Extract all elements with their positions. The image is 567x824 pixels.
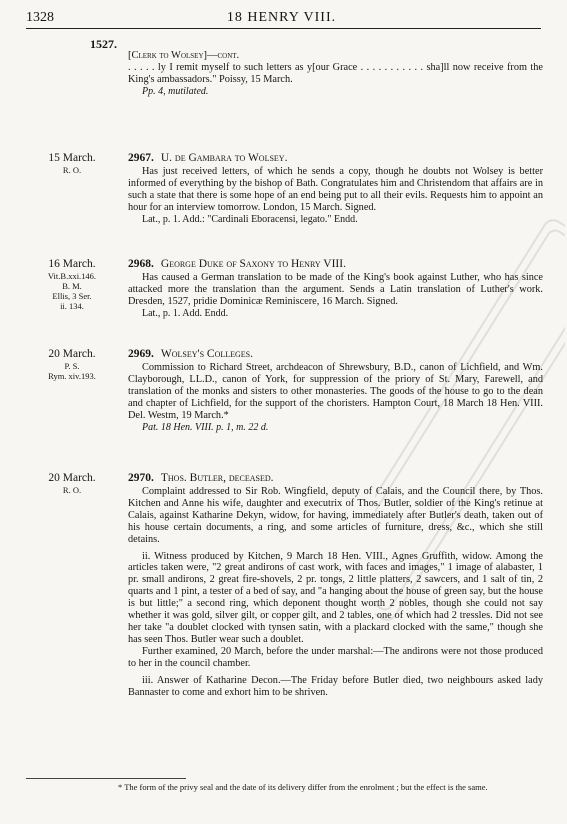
entry-paragraph: iii. Answer of Katharine Decon.—The Friday before Butler died, two neighbours asked lady Bannaster to come and exhort him to be shriven. (128, 674, 543, 698)
continuation-heading: [Clerk to Wolsey]—cont. (128, 50, 240, 61)
entry-paragraph: Has caused a German translation to be made of the King's book against Luther, who has since attacked more the translation than the argument. Sends a Latin translation of Luther's work. Dresden, 1527, pridie Dominicæ Reminiscere, 16 March. Signed. (128, 272, 543, 307)
entry-date: 16 March. (48, 258, 96, 270)
header-rule (26, 28, 541, 29)
page-number: 1328 (26, 10, 54, 25)
page-header (26, 8, 537, 28)
footnote-rule (26, 778, 186, 779)
entry-date: 20 March. (48, 472, 96, 484)
entry-note: Lat., p. 1. Add. Endd. (142, 307, 229, 319)
entry-title: Wolsey's Colleges. (160, 348, 253, 360)
entry-date: 20 March. (48, 348, 96, 360)
entry-paragraph: Further examined, 20 March, before the under marshal:—The andirons were not those produced to her in the council chamber. (128, 645, 543, 669)
entry-2968 (26, 258, 543, 320)
footnote: * The form of the privy seal and the date of its delivery differ from the enrolment ; but the effect is the same. (118, 782, 488, 792)
entry-2969 (26, 348, 543, 433)
entry-2967 (26, 152, 543, 226)
year-label: 1527. (90, 37, 117, 51)
entry-title: Thos. Butler, deceased. (160, 472, 274, 484)
entry-number: 2969. (128, 348, 154, 360)
entry-title: George Duke of Saxony to Henry VIII. (160, 258, 346, 270)
entry-source: P. S. (64, 361, 80, 371)
continuation-text: . . . . . ly I remit myself to such letters as y[our Grace . . . . . . . . . . . sha]ll now receive from the King's ambassadors." Poissy, 15 March. (128, 61, 543, 85)
entry-paragraph: Has just received letters, of which he sends a copy, though he doubts not Wolsey is better informed of everything by the bishop of Bath. Congratulates him and Christendom that affairs are in such a state that there is some hope of an end being put to all their evils. Requests him to appoint an hour for an interview tomorrow. London, 15 March. Signed. (128, 166, 543, 213)
entry-source: ii. 134. (60, 301, 84, 311)
entry-note: Lat., p. 1. Add.: "Cardinali Eboracensi, legato." Endd. (142, 213, 358, 225)
entry-number: 2968. (128, 258, 154, 270)
entry-source: B. M. (62, 281, 82, 291)
entry-number: 2970. (128, 472, 154, 484)
entry-2970 (26, 472, 543, 698)
entry-date: 15 March. (48, 152, 96, 164)
entry-number: 2967. (128, 152, 154, 164)
entry-source: Ellis, 3 Ser. (52, 291, 92, 301)
entry-source: R. O. (62, 485, 82, 495)
entry-source: Rym. xiv.193. (48, 371, 96, 381)
entry-title: U. de Gambara to Wolsey. (160, 152, 288, 164)
entry-paragraph: Commission to Richard Street, archdeacon of Shrewsbury, B.D., canon of Lichfield, and Wm. Clayborough, LL.D., canon of York, for suppression of the priory of St. Mary, Farewell, and translation of the monks and sisters to other monasteries. The goods of the house to go to the dean and chapter of Lichfield, for the support of the choristers. Hampton Court, 18 March 18 Hen. VIII. Del. Westm, 19 March.* (128, 362, 543, 421)
running-title: 18 HENRY VIII. (226, 10, 337, 25)
entry-source: R. O. (62, 165, 82, 175)
entry-note: Pat. 18 Hen. VIII. p. 1, m. 22 d. (142, 421, 269, 433)
entry-continuation (26, 50, 543, 98)
entry-source: Vit.B.xxi.146. (47, 271, 97, 281)
entry-paragraph: Complaint addressed to Sir Rob. Wingfield, deputy of Calais, and the Council there, by Thos. Kitchen and Anne his wife, daughter and executrix of Thos. Butler, soldier of the King's retinue at Calais, against Katharine Dekyn, widow, for having, immediately after Butler's death, taken out of his house certain documents, a ring, and some articles of furniture, dress, &c., which she still detains. (128, 486, 543, 545)
continuation-note: Pp. 4, mutilated. (142, 85, 209, 97)
entry-paragraph: ii. Witness produced by Kitchen, 9 March 18 Hen. VIII., Agnes Gruffith, widow. Among the articles taken were, "2 great andirons of cast work, with faces and images," 1 image of alabaster, 1 pr. small andirons, 2 great fire-shovels, 2 pr. tongs, 2 little platters, 2 sawcers, and 1 salt of tin, 2 quarts and 1 pint, a tester of a bed of say, and "a hanging about the house of green say, but the house is but little;" a second ring, which deponent thought worth 2 nobles, though she could not say whether it was gold, silver gilt, or copper gilt, and 2 tables, one of which had 2 tressles. Did not see her take "a doublet clocked with tynsen satin, with a plackard clocked with the same," though she has seen Thos. Butler wear such a doublet. (128, 550, 543, 645)
